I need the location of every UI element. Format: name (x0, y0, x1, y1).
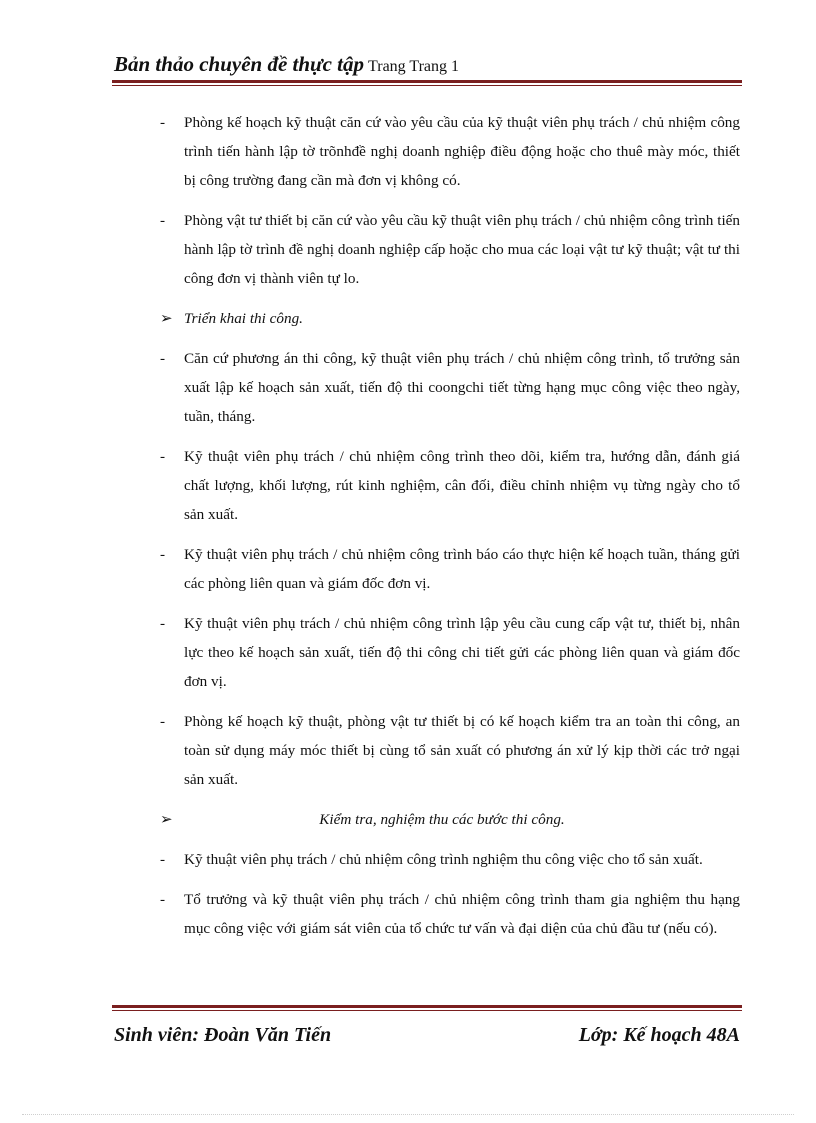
page-footer (114, 1024, 740, 1047)
list-item (160, 344, 740, 431)
list-item (160, 206, 740, 293)
list-item-text: Phòng kế hoạch kỹ thuật, phòng vật tư thiết bị có kế hoạch kiểm tra an toàn thi công, an toàn sử dụng máy móc thiết bị cùng tổ sản xuất có phương án xử lý kịp thời các trở ngại sản xuất. (184, 713, 740, 788)
list-item (160, 540, 740, 598)
list-item-text: Phòng vật tư thiết bị căn cứ vào yêu cầu kỹ thuật viên phụ trách / chủ nhiệm công trình tiến hành lập tờ trình đề nghị doanh nghiệp cấp hoặc cho mua các loại vật tư kỹ thuật; vật tư thi công đơn vị thành viên tự lo. (184, 212, 740, 287)
list-item (160, 707, 740, 794)
section-heading-text: Triển khai thi công. (184, 310, 303, 327)
document-body (160, 108, 740, 954)
list-item-text: Kỹ thuật viên phụ trách / chủ nhiệm công trình báo cáo thực hiện kế hoạch tuần, tháng gửi các phòng liên quan và giám đốc đơn vị. (184, 546, 740, 592)
header-title: Bản thảo chuyên đề thực tập (114, 52, 365, 76)
footer-rule-thick (112, 1005, 742, 1008)
list-item (160, 609, 740, 696)
list-item-text: Phòng kế hoạch kỹ thuật căn cứ vào yêu cầu của kỹ thuật viên phụ trách / chủ nhiệm công trình tiến hành lập tờ trõnhđề nghị doanh nghiệp điều động hoặc cho thuê mày móc, thiết bị công trường đang cần mà đơn vị không có. (184, 114, 740, 189)
list-item-text: Kỹ thuật viên phụ trách / chủ nhiệm công trình lập yêu cầu cung cấp vật tư, thiết bị, nhân lực theo kế hoạch sản xuất, tiến độ thi công chi tiết gửi các phòng liên quan và giám đốc đơn vị. (184, 615, 740, 690)
list-item (160, 108, 740, 195)
arrow-bullet-icon: ➢ (160, 811, 173, 828)
bullet-dash: - (160, 615, 166, 632)
bullet-dash: - (160, 350, 166, 367)
list-item (160, 845, 740, 874)
list-item (160, 885, 740, 943)
section-heading (160, 304, 740, 333)
arrow-bullet-icon: ➢ (160, 310, 173, 327)
header-page-label: Trang Trang 1 (368, 58, 460, 75)
footer-student: Sinh viên: Đoàn Văn Tiến (114, 1024, 332, 1046)
page-bottom-dotted-line (22, 1114, 794, 1115)
header-rule-thin (112, 85, 742, 86)
list-item (160, 442, 740, 529)
bullet-dash: - (160, 713, 166, 730)
page-header (114, 52, 714, 82)
footer-class: Lớp: Kế hoạch 48A (578, 1024, 740, 1046)
list-item-text: Kỹ thuật viên phụ trách / chủ nhiệm công trình nghiệm thu công việc cho tổ sản xuất. (184, 851, 703, 868)
bullet-dash: - (160, 114, 166, 131)
list-item-text: Căn cứ phương án thi công, kỹ thuật viên phụ trách / chủ nhiệm công trình, tổ trưởng sản xuất lập kế hoạch sản xuất, tiến độ thi coongchi tiết từng hạng mục công việc theo ngày, tuần, tháng. (184, 350, 740, 425)
list-item-text: Tổ trưởng và kỹ thuật viên phụ trách / chủ nhiệm công trình tham gia nghiệm thu hạng mục công việc với giám sát viên của tổ chức tư vấn và đại diện của chủ đầu tư (nếu có). (184, 891, 740, 937)
section-heading-text: Kiểm tra, nghiệm thu các bước thi công. (319, 811, 565, 828)
section-heading (160, 805, 740, 834)
bullet-dash: - (160, 891, 166, 908)
bullet-dash: - (160, 851, 166, 868)
footer-rule-thin (112, 1010, 742, 1011)
bullet-dash: - (160, 212, 166, 229)
bullet-dash: - (160, 546, 166, 563)
bullet-dash: - (160, 448, 166, 465)
list-item-text: Kỹ thuật viên phụ trách / chủ nhiệm công trình theo dõi, kiểm tra, hướng dẫn, đánh giá chất lượng, khối lượng, rút kinh nghiệm, cân đối, điều chỉnh nhiệm vụ từng ngày cho tổ sản xuất. (184, 448, 740, 523)
header-rule-thick (112, 80, 742, 83)
